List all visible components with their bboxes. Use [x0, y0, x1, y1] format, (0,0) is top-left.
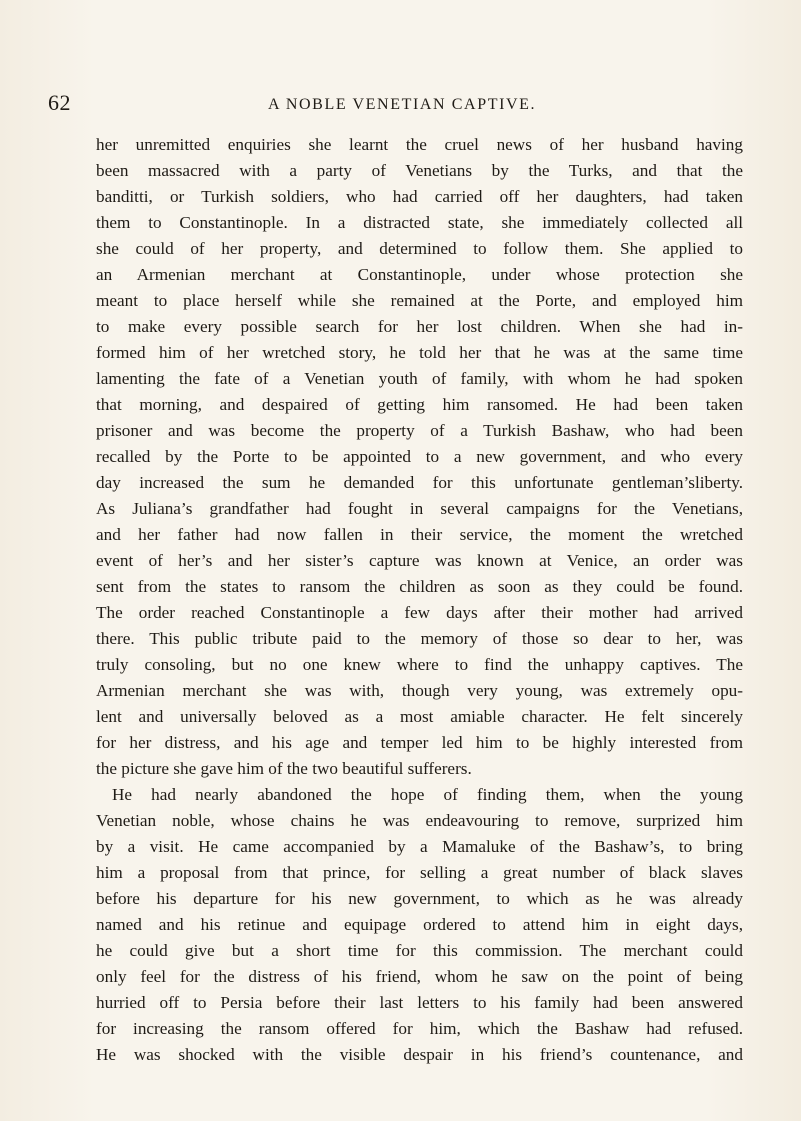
text-line: prisoner and was become the property of a Turkish Bashaw, who had been [96, 421, 743, 440]
text-line: he could give but a short time for this commission. The merchant could [96, 941, 743, 960]
text-line: Armenian merchant she was with, though very young, was extremely opu- [96, 681, 743, 700]
text-line: and her father had now fallen in their service, the moment the wretched [96, 525, 743, 544]
text-line: been massacred with a party of Venetians by the Turks, and that the [96, 161, 743, 180]
text-line: hurried off to Persia before their last letters to his family had been answered [96, 993, 743, 1012]
text-line: lent and universally beloved as a most amiable character. He felt sincerely [96, 707, 743, 726]
text-line: sent from the states to ransom the children as soon as they could be found. [96, 577, 743, 596]
text-line: for increasing the ransom offered for him, which the Bashaw had refused. [96, 1019, 743, 1038]
text-line: an Armenian merchant at Constantinople, under whose protection she [96, 265, 743, 284]
text-line: He had nearly abandoned the hope of finding them, when the young [112, 785, 743, 804]
text-line: them to Constantinople. In a distracted state, she immediately collected all [96, 213, 743, 232]
text-line: He was shocked with the visible despair in his friend’s countenance, and [96, 1045, 743, 1064]
text-line: event of her’s and her sister’s capture was known at Venice, an order was [96, 551, 743, 570]
text-line: The order reached Constantinople a few days after their mother had arrived [96, 603, 743, 622]
text-line: by a visit. He came accompanied by a Mamaluke of the Bashaw’s, to bring [96, 837, 743, 856]
text-line: that morning, and despaired of getting him ransomed. He had been taken [96, 395, 743, 414]
text-line: recalled by the Porte to be appointed to a new government, and who every [96, 447, 743, 466]
page-number: 62 [48, 90, 71, 115]
text-line: to make every possible search for her lost children. When she had in- [96, 317, 743, 336]
running-head [48, 90, 758, 122]
body-text [96, 132, 743, 1068]
text-line: banditti, or Turkish soldiers, who had carried off her daughters, had taken [96, 187, 743, 206]
text-line: there. This public tribute paid to the memory of those so dear to her, was [96, 629, 743, 648]
text-line: day increased the sum he demanded for this unfortunate gentleman’sliberty. [96, 473, 743, 492]
text-line: meant to place herself while she remained at the Porte, and employed him [96, 291, 743, 310]
text-line: formed him of her wretched story, he told her that he was at the same time [96, 343, 743, 362]
text-line: him a proposal from that prince, for selling a great number of black slaves [96, 863, 743, 882]
text-line: Venetian noble, whose chains he was endeavouring to remove, surprized him [96, 811, 743, 830]
text-line: lamenting the fate of a Venetian youth of family, with whom he had spoken [96, 369, 743, 388]
running-title: A NOBLE VENETIAN CAPTIVE. [268, 96, 537, 113]
text-line: truly consoling, but no one knew where to find the unhappy captives. The [96, 655, 743, 674]
text-line: she could of her property, and determined to follow them. She applied to [96, 239, 743, 258]
text-line: before his departure for his new government, to which as he was already [96, 889, 743, 908]
text-line: only feel for the distress of his friend, whom he saw on the point of being [96, 967, 743, 986]
text-line: the picture she gave him of the two beautiful sufferers. [96, 759, 472, 778]
text-line: As Juliana’s grandfather had fought in several campaigns for the Venetians, [96, 499, 743, 518]
text-line: named and his retinue and equipage ordered to attend him in eight days, [96, 915, 743, 934]
text-line: her unremitted enquiries she learnt the cruel news of her husband having [96, 135, 743, 154]
text-line: for her distress, and his age and temper led him to be highly interested from [96, 733, 743, 752]
